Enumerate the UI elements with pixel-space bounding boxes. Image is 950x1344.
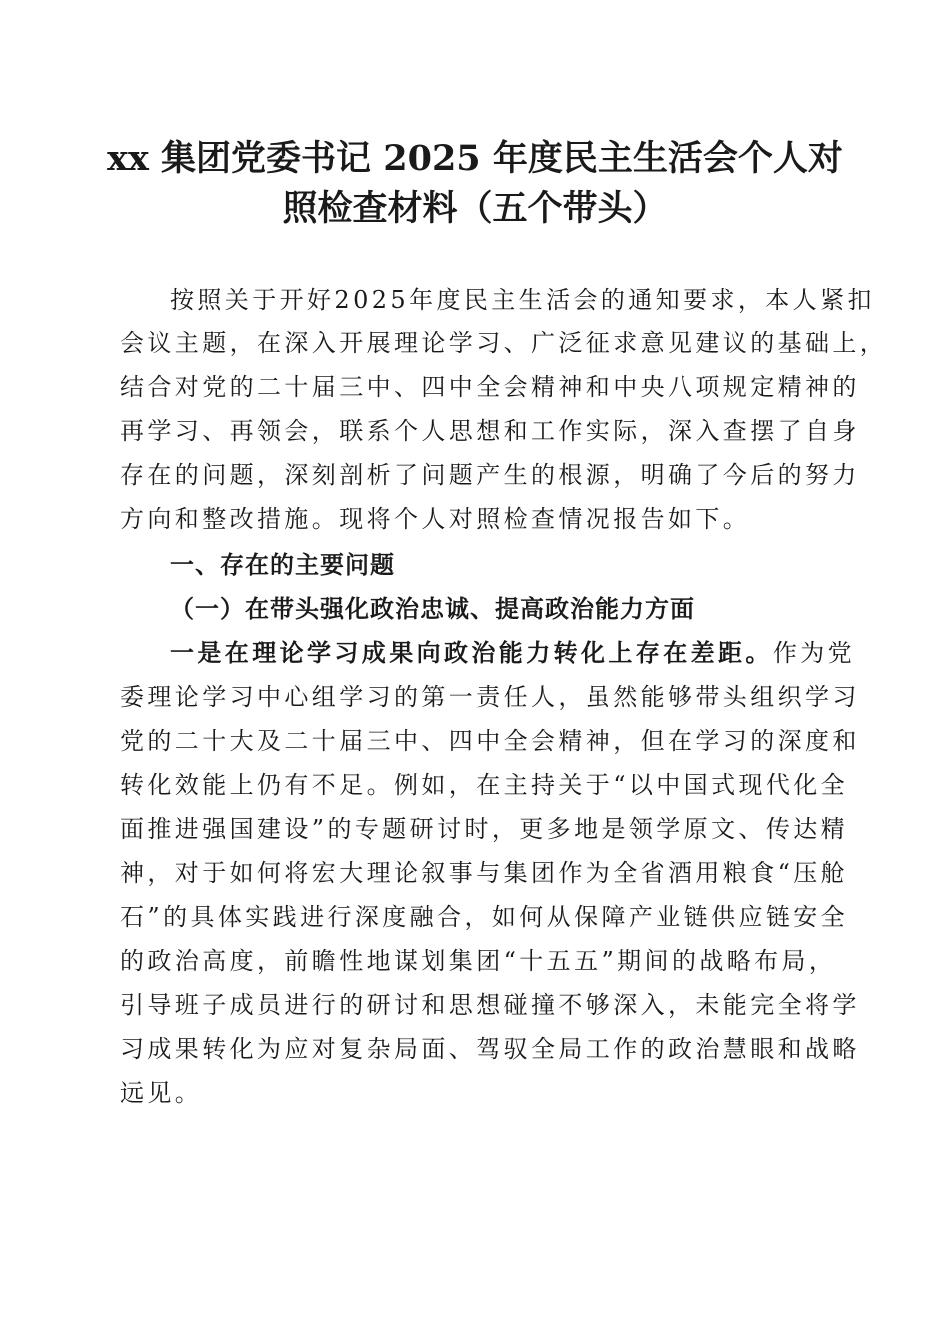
point-line-1: 委理论学习中心组学习的第一责任人，虽然能够带头组织学习 (120, 683, 860, 711)
document-title-line-2: 照检查材料（五个带头） (282, 188, 668, 229)
intro-line-2: 会议主题，在深入开展理论学习、广泛征求意见建议的基础上， (120, 329, 888, 357)
point-lead-tail: 作为党 (772, 639, 856, 667)
intro-line-3: 结合对党的二十届三中、四中全会精神和中央八项规定精神的 (120, 373, 860, 401)
point-first-line (170, 638, 890, 668)
subsection-heading: （一）在带头强化政治忠诚、提高政治能力方面 (170, 594, 695, 623)
point-line-7: 的政治高度，前瞻性地谋划集团“十五五”期间的战略布局， (120, 947, 837, 975)
point-line-8: 引导班子成员进行的研讨和思想碰撞不够深入，未能完全将学 (120, 991, 860, 1019)
intro-line-4: 再学习、再领会，联系个人思想和工作实际，深入查摆了自身 (120, 417, 860, 445)
section-heading: 一、存在的主要问题 (170, 551, 395, 579)
intro-line-6: 方向和整改措施。现将个人对照检查情况报告如下。 (120, 505, 751, 533)
point-line-6: 石”的具体实践进行深度融合，如何从保障产业链供应链安全 (120, 903, 849, 931)
point-line-9: 习成果转化为应对复杂局面、驾驭全局工作的政治慧眼和战略 (120, 1035, 860, 1063)
point-line-4: 面推进强国建设”的专题研讨时，更多地是领学原文、传达精 (120, 815, 849, 843)
point-line-2: 党的二十大及二十届三中、四中全会精神，但在学习的深度和 (120, 727, 860, 755)
intro-line-5: 存在的问题，深刻剖析了问题产生的根源，明确了今后的努力 (120, 461, 860, 489)
intro-line-1: 按照关于开好2025年度民主生活会的通知要求，本人紧扣 (170, 286, 875, 314)
point-line-5: 神，对于如何将宏大理论叙事与集团作为全省酒用粮食“压舱 (120, 859, 849, 887)
point-line-10: 远见。 (120, 1079, 203, 1107)
point-lead: 一是在理论学习成果向政治能力转化上存在差距。 (170, 638, 773, 667)
document-title-line-1: xx 集团党委书记 2025 年度民主生活会个人对 (107, 138, 843, 179)
point-line-3: 转化效能上仍有不足。例如，在主持关于“以中国式现代化全 (120, 771, 849, 799)
